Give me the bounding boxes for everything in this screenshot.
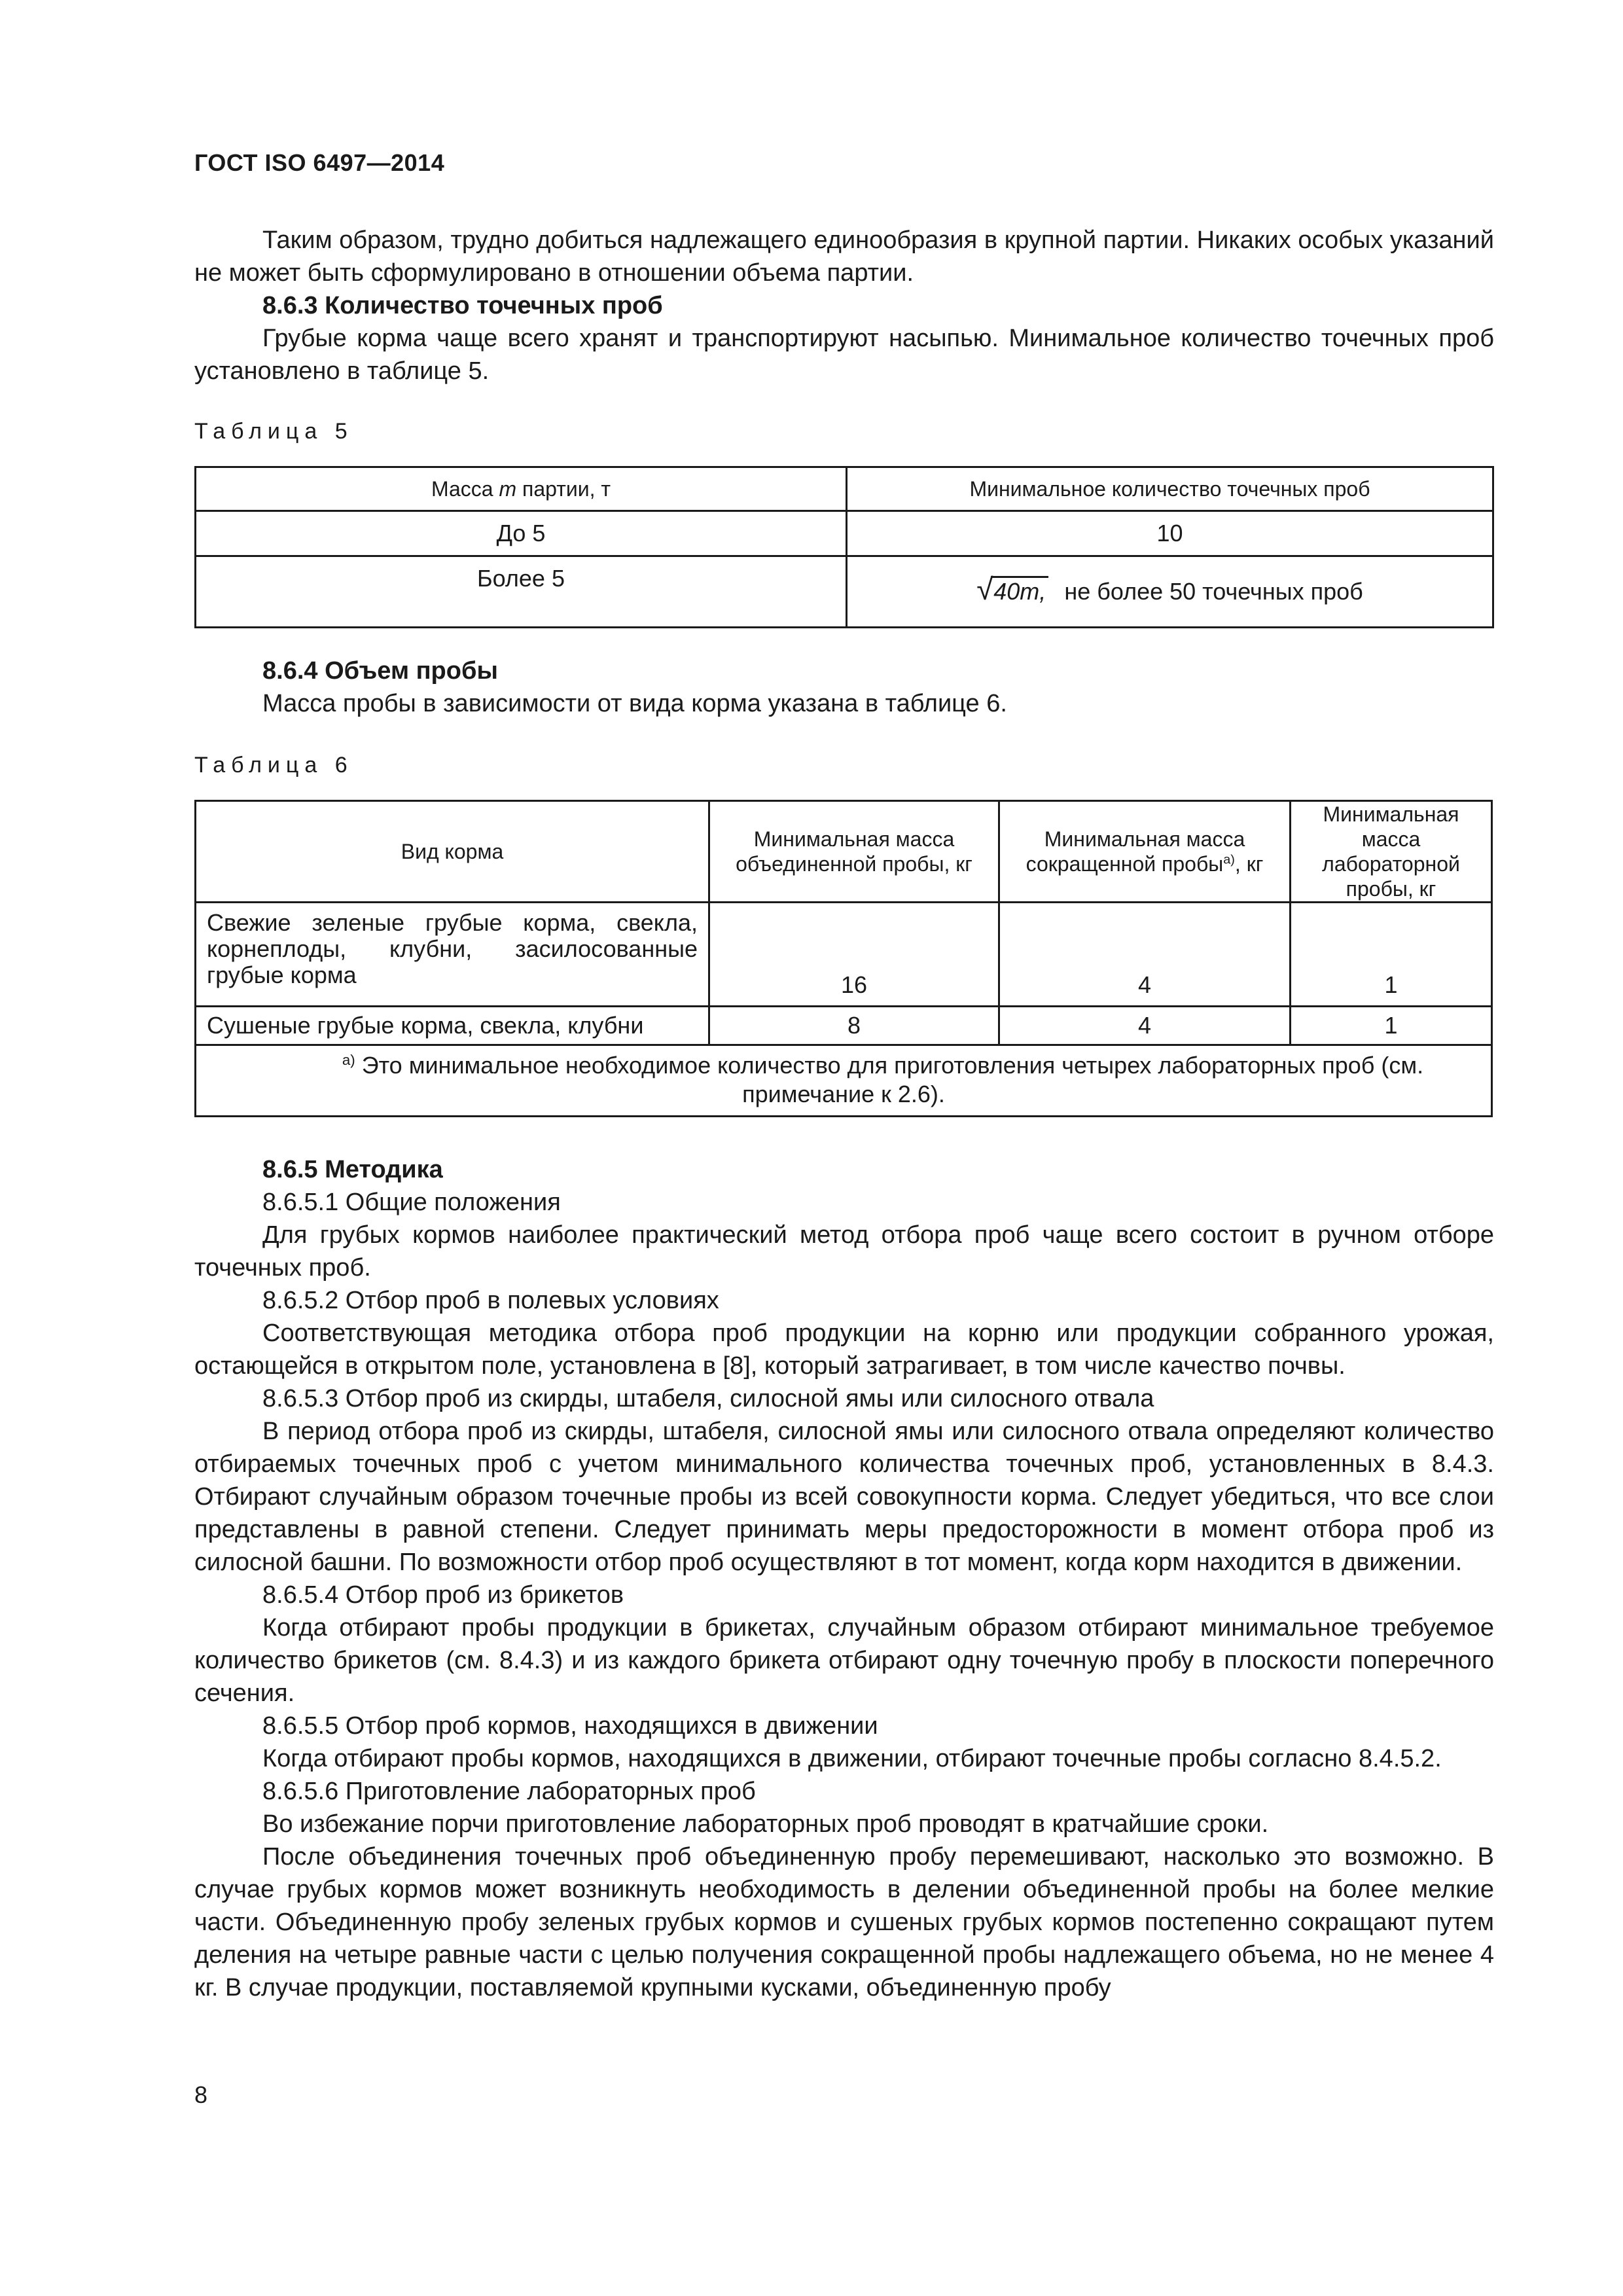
table-6-cell-reduced: 4 <box>999 1007 1291 1045</box>
table-row <box>196 511 1493 556</box>
table-6-cell-combined: 8 <box>709 1007 999 1045</box>
table-5-cell-count <box>847 556 1493 628</box>
section-8-6-5-title: 8.6.5 Методика <box>262 1156 443 1183</box>
subsection-title: 8.6.5.1 Общие положения <box>262 1189 561 1216</box>
table-row <box>196 467 1493 511</box>
paragraph: Во избежание порчи приготовление лабораторных проб проводят в кратчайшие сроки. <box>262 1810 1269 1838</box>
table-5-header-count: Минимальное количество точечных проб <box>847 467 1493 511</box>
table-6-cell-kind: Сушеные грубые корма, свекла, клубни <box>196 1007 709 1045</box>
table-row <box>196 1007 1492 1045</box>
table-5-cell-mass: До 5 <box>196 511 847 556</box>
table-5 <box>194 466 1494 628</box>
intro-block <box>194 224 1494 387</box>
section-8-6-4-text: Масса пробы в зависимости от вида корма указана в таблице 6. <box>262 690 1007 717</box>
section-8-6-3-title: 8.6.3 Количество точечных проб <box>262 292 663 319</box>
table-row <box>196 903 1492 1007</box>
section-8-6-5 <box>194 1153 1494 2004</box>
paragraph: Когда отбирают пробы кормов, находящихся в движении, отбирают точечные пробы согласно 8.4.5.2. <box>262 1745 1442 1772</box>
table-6-cell-combined: 16 <box>709 903 999 1007</box>
sqrt-formula: √ 40m, <box>976 578 1048 605</box>
page-number: 8 <box>194 2081 208 2108</box>
section-8-6-3-text: Грубые корма чаще всего хранят и транспортируют насыпью. Минимальное количество точечных проб установлено в таблице 5. <box>194 325 1494 385</box>
sqrt-icon: √ <box>976 572 993 606</box>
document-header: ГОСТ ISO 6497—2014 <box>194 149 445 176</box>
subsection-title: 8.6.5.6 Приготовление лабораторных проб <box>262 1778 756 1805</box>
table-5-cell-mass: Более 5 <box>196 556 847 628</box>
paragraph: После объединения точечных проб объединенную пробу перемешивают, насколько это возможно. В случае грубых кормов может возникнуть необходимость в делении объединенной пробы на более мелкие части. Объединенную пробу зеленых грубых кормов и сушеных грубых кормов постепенно сокращают путем деления на четыре равные части с целью получения сокращенной пробы надлежащего объема, но не менее 4 кг. В случае продукции, поставляемой крупными кусками, объединенную пробу <box>194 1843 1494 2001</box>
table-row <box>196 801 1492 903</box>
table-5-caption: Таблица 5 <box>194 419 353 444</box>
table-row <box>196 1045 1492 1117</box>
table-6-header-reduced: Минимальная масса сокращенной пробы$^{а)}$, кг <box>999 801 1291 903</box>
table-6-cell-lab: 1 <box>1291 1007 1492 1045</box>
table-6-header-combined: Минимальная масса объединенной пробы, кг <box>709 801 999 903</box>
paragraph: В период отбора проб из скирды, штабеля, силосной ямы или силосного отвала определяют количество отбираемых точечных проб с учетом минимального количества точечных проб, установленных в 8.4.3. Отбирают случайным образом точечные пробы из всей совокупности корма. Следует убедиться, что все слои представлены в равной степени. Следует принимать меры предосторожности в момент отбора проб из силосной башни. По возможности отбор проб осуществляют в тот момент, когда корм находится в движении. <box>194 1418 1494 1576</box>
table-6-cell-kind: Свежие зеленые грубые корма, свекла, корнеплоды, клубни, засилосованные грубые корма <box>196 903 709 1007</box>
table-5-header-mass: Масса m партии, т <box>196 467 847 511</box>
table-6-header-lab: Минимальная масса лабораторной пробы, кг <box>1291 801 1492 903</box>
paragraph: Когда отбирают пробы продукции в брикетах, случайным образом отбирают минимальное требуемое количество брикетов (см. 8.4.3) и из каждого брикета отбирают одну точечную пробу в плоскости поперечного сечения. <box>194 1614 1494 1707</box>
table-6-header-kind: Вид корма <box>196 801 709 903</box>
subsection-title: 8.6.5.2 Отбор проб в полевых условиях <box>262 1287 719 1314</box>
table-5-cell-count: 10 <box>847 511 1493 556</box>
table-6-cell-reduced: 4 <box>999 903 1291 1007</box>
table-6-footnote: $^{а)}$ Это минимальное необходимое количество для приготовления четырех лабораторных проб (см. примечание к 2.6). <box>196 1045 1492 1117</box>
section-8-6-4-title: 8.6.4 Объем пробы <box>262 657 498 685</box>
table-6 <box>194 800 1493 1117</box>
table-5-count-text: не более 50 точечных проб <box>1064 578 1363 605</box>
subsection-title: 8.6.5.5 Отбор проб кормов, находящихся в движении <box>262 1712 878 1740</box>
intro-paragraph: Таким образом, трудно добиться надлежащего единообразия в крупной партии. Никаких особых указаний не может быть сформулировано в отношении объема партии. <box>194 226 1494 287</box>
table-6-caption: Таблица 6 <box>194 753 353 778</box>
paragraph: Для грубых кормов наиболее практический метод отбора проб чаще всего состоит в ручном отборе точечных проб. <box>194 1221 1494 1282</box>
table-row <box>196 556 1493 628</box>
subsection-title: 8.6.5.3 Отбор проб из скирды, штабеля, силосной ямы или силосного отвала <box>262 1385 1154 1412</box>
subsection-title: 8.6.5.4 Отбор проб из брикетов <box>262 1581 624 1609</box>
table-6-cell-lab: 1 <box>1291 903 1492 1007</box>
section-8-6-4 <box>194 655 1494 720</box>
paragraph: Соответствующая методика отбора проб продукции на корню или продукции собранного урожая, остающейся в открытом поле, установлена в [8], который затрагивает, в том числе качество почвы. <box>194 1319 1494 1380</box>
